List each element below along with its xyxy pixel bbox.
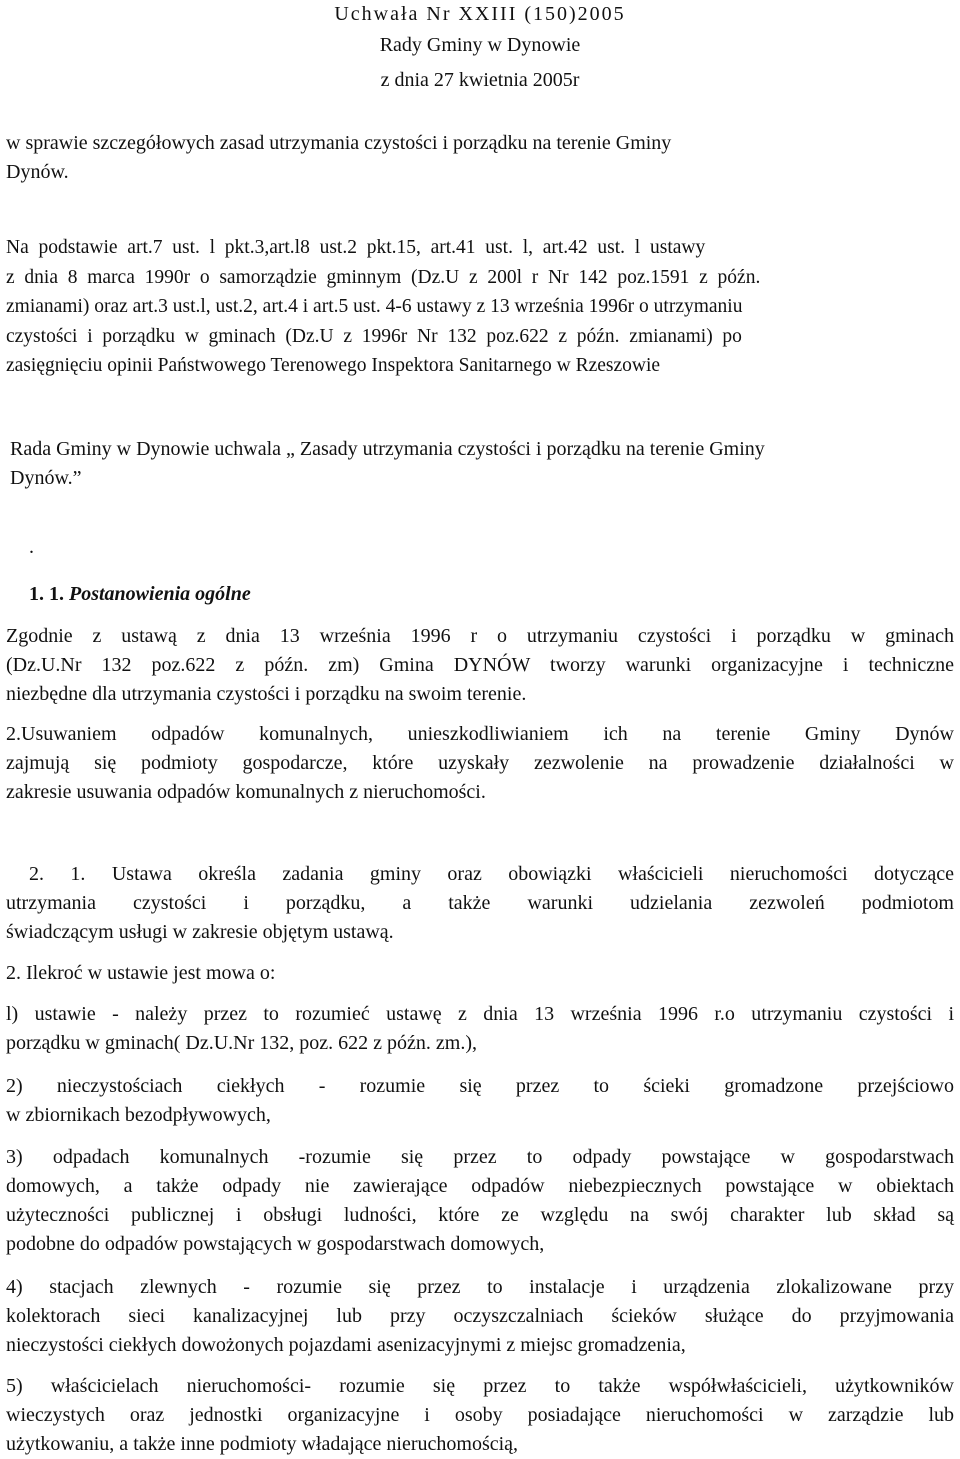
legal-basis-paragraph — [6, 233, 954, 381]
text-line: l) ustawie - należy przez to rozumieć ustawę z dnia 13 września 1996 r.o utrzymaniu czystości i — [6, 1003, 954, 1025]
section-2-paragraph-2: 2. Ilekroć w ustawie jest mowa o: — [6, 962, 276, 984]
definition-item — [6, 1372, 954, 1459]
council-name: Rady Gminy w Dynowie — [379, 34, 581, 56]
text-line: podobne do odpadów powstających w gospodarstwach domowych, — [6, 1233, 545, 1255]
text-line: nieczystości ciekłych dowożonych pojazdami asenizacyjnymi z miejsc gromadzenia, — [6, 1334, 686, 1356]
resolve-line: Dynów.” — [10, 467, 82, 489]
section-1-heading — [29, 580, 954, 609]
text-line: domowych, a także odpady nie zawierające odpadów niebezpiecznych powstające w obiektach — [6, 1175, 954, 1197]
text-line: zajmują się podmioty gospodarcze, które uzyskały zezwolenie na prowadzenie działalności w — [6, 752, 954, 774]
resolve-paragraph — [10, 435, 954, 493]
text-line: 3) odpadach komunalnych -rozumie się przez to odpady powstające w gospodarstwach — [6, 1146, 954, 1168]
definition-item — [6, 1000, 954, 1058]
text-line: w zbiornikach bezodpływowych, — [6, 1104, 271, 1126]
text-line: utrzymania czystości i porządku, a także warunki udzielania zezwoleń podmiotom — [6, 892, 954, 914]
section-1-title: Postanowienia ogólne — [69, 583, 251, 605]
section-1-number: 1. 1. — [29, 583, 64, 605]
legal-basis-line: zmianami) oraz art.3 ust.l, ust.2, art.4 i art.5 ust. 4-6 ustawy z 13 września 1996r o utrzymaniu — [6, 296, 743, 317]
text-line: porządku w gminach( Dz.U.Nr 132, poz. 622 z późn. zm.), — [6, 1032, 477, 1054]
text-line: użyteczności publicznej i obsługi ludności, które ze względu na swój charakter lub skład są — [6, 1204, 954, 1226]
resolution-date: z dnia 27 kwietnia 2005r — [380, 69, 580, 91]
text-line: zakresie usuwania odpadów komunalnych z nieruchomości. — [6, 781, 486, 803]
text-line: (Dz.U.Nr 132 poz.622 z późn. zm) Gmina DYNÓW tworzy warunki organizacyjne i techniczne — [6, 654, 954, 676]
resolution-number: Uchwała Nr XXIII (150)2005 — [334, 3, 626, 25]
definition-item — [6, 1273, 954, 1360]
section-1-paragraph-2 — [6, 720, 954, 807]
section-1-paragraph-1 — [6, 622, 954, 709]
text-line: 4) stacjach zlewnych - rozumie się przez to instalacje i urządzenia zlokalizowane przy — [6, 1276, 954, 1298]
section-2-paragraph-1 — [6, 860, 954, 947]
section-dot: . — [29, 536, 34, 558]
subject-line: Dynów. — [6, 161, 69, 183]
legal-basis-line: czystości i porządku w gminach (Dz.U z 1996r Nr 132 poz.622 z późn. zmianami) po — [6, 325, 742, 347]
text-line: 2.Usuwaniem odpadów komunalnych, unieszkodliwianiem ich na terenie Gminy Dynów — [6, 723, 954, 745]
text-line: 2) nieczystościach ciekłych - rozumie się przez to ścieki gromadzone przejściowo — [6, 1075, 954, 1097]
resolve-line: Rada Gminy w Dynowie uchwala „ Zasady utrzymania czystości i porządku na terenie Gminy — [10, 438, 765, 460]
text-line: niezbędne dla utrzymania czystości i porządku na swoim terenie. — [6, 683, 527, 705]
section-2-number: 2. — [29, 863, 44, 885]
definition-item — [6, 1143, 954, 1259]
legal-basis-line: zasięgnięciu opinii Państwowego Terenowego Inspektora Sanitarnego w Rzeszowie — [6, 355, 661, 376]
text-line: Zgodnie z ustawą z dnia 13 września 1996 r o utrzymaniu czystości i porządku w gminach — [6, 625, 954, 647]
text-line: 5) właścicielach nieruchomości- rozumie się przez to także współwłaścicieli, użytkowników — [6, 1375, 954, 1397]
text-line: 2. 1. Ustawa określa zadania gminy oraz obowiązki właścicieli nieruchomości dotyczące — [6, 860, 954, 889]
text-line: wieczystych oraz jednostki organizacyjne i osoby posiadające nieruchomości w zarządzie lub — [6, 1404, 954, 1426]
subject-paragraph — [6, 129, 954, 187]
text-line: świadczącym usługi w zakresie objętym ustawą. — [6, 921, 394, 943]
legal-basis-line: Na podstawie art.7 ust. l pkt.3,art.l8 ust.2 pkt.15, art.41 ust. l, art.42 ust. l ustawy — [6, 237, 706, 258]
legal-basis-line: z dnia 8 marca 1990r o samorządzie gminnym (Dz.U z 200l r Nr 142 poz.1591 z późn. — [6, 266, 761, 288]
text-line: użytkowaniu, a także inne podmioty władające nieruchomością, — [6, 1433, 519, 1455]
text-line: kolektorach sieci kanalizacyjnej lub przy oczyszczalniach ścieków służące do przyjmowania — [6, 1305, 954, 1327]
definition-item — [6, 1072, 954, 1130]
subject-line: w sprawie szczegółowych zasad utrzymania czystości i porządku na terenie Gminy — [6, 132, 672, 154]
